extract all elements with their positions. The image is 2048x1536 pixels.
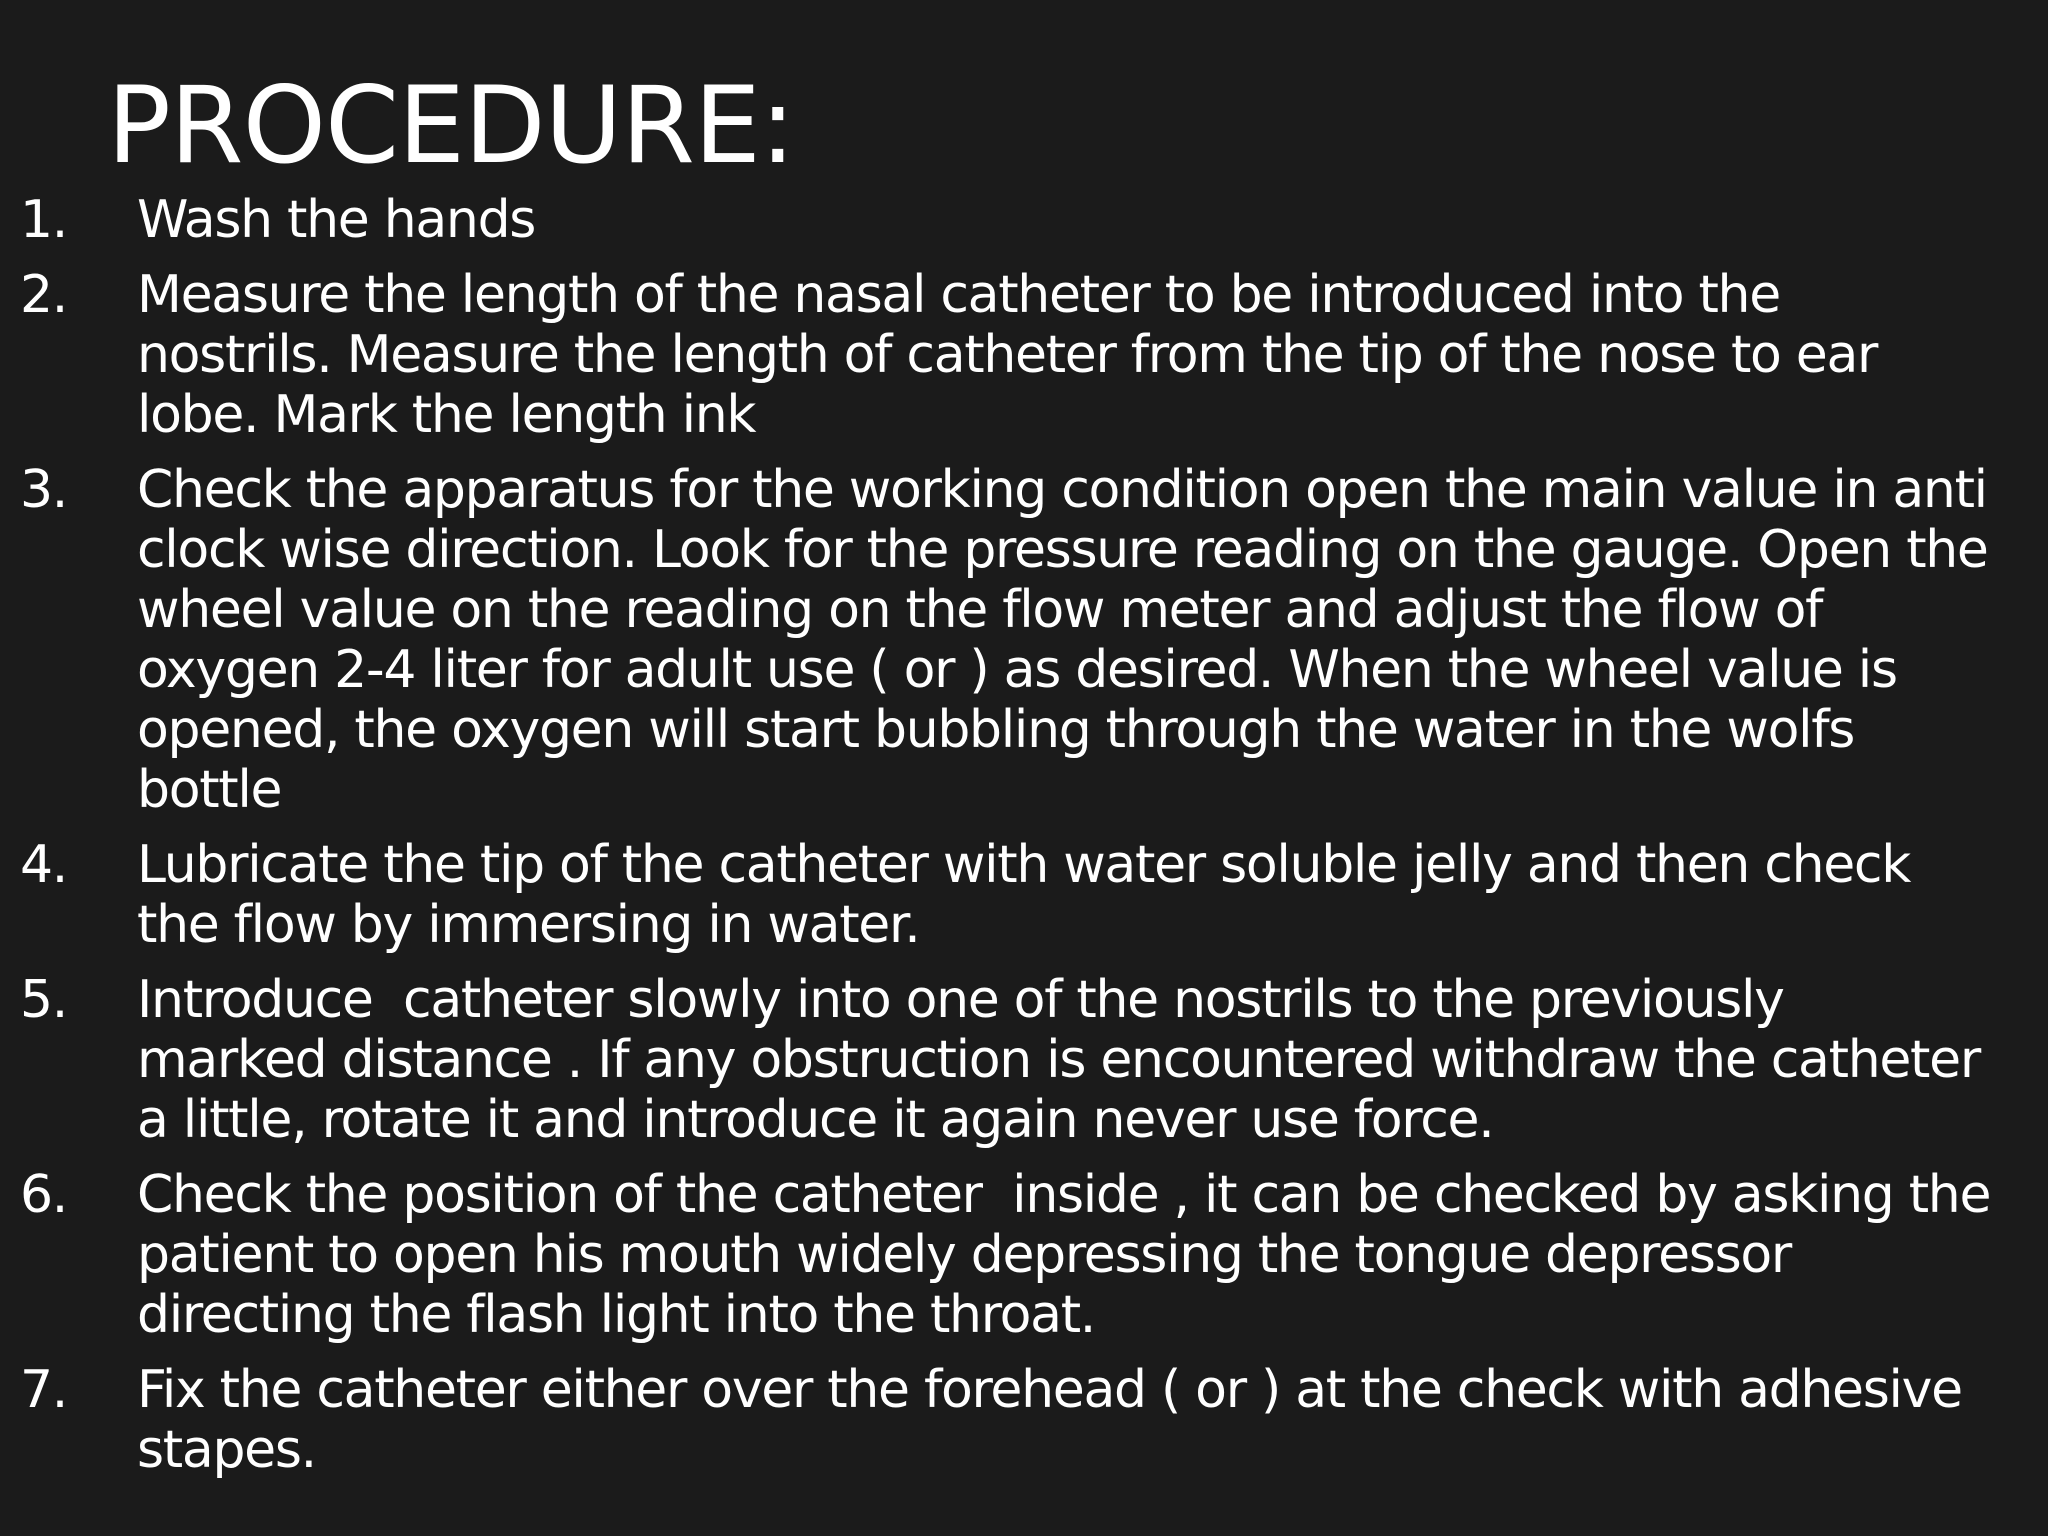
step-text-line: lobe. Mark the length ink: [137, 385, 756, 445]
step-text-line: Wash the hands: [137, 190, 536, 250]
step-text-line: stapes.: [137, 1420, 316, 1480]
step-text-line: Check the apparatus for the working condition open the main value in anti: [137, 460, 1987, 520]
step-text-line: Check the position of the catheter inside , it can be checked by asking the: [137, 1165, 1991, 1225]
slide-title: PROCEDURE:: [107, 64, 795, 187]
step-text-line: clock wise direction. Look for the pressure reading on the gauge. Open the: [137, 520, 1988, 580]
step-text-line: marked distance . If any obstruction is encountered withdraw the catheter: [137, 1030, 1980, 1090]
procedure-step: [0, 1165, 2037, 1345]
step-text-line: Lubricate the tip of the catheter with water soluble jelly and then check: [137, 835, 1911, 895]
step-text-line: directing the flash light into the throat.: [137, 1285, 1096, 1345]
procedure-step: [0, 835, 2037, 955]
procedure-step: [0, 1360, 2037, 1480]
step-text-line: the flow by immersing in water.: [137, 895, 920, 955]
step-number: 1.: [20, 190, 68, 250]
step-text-line: opened, the oxygen will start bubbling through the water in the wolfs: [137, 700, 1855, 760]
step-number: 3.: [20, 460, 68, 520]
step-text-line: oxygen 2-4 liter for adult use ( or ) as desired. When the wheel value is: [137, 640, 1897, 700]
step-number: 2.: [20, 265, 68, 325]
step-text-line: a little, rotate it and introduce it again never use force.: [137, 1090, 1494, 1150]
step-text-line: nostrils. Measure the length of catheter from the tip of the nose to ear: [137, 325, 1878, 385]
procedure-step: [0, 970, 2037, 1150]
step-text-line: patient to open his mouth widely depressing the tongue depressor: [137, 1225, 1791, 1285]
step-number: 6.: [20, 1165, 68, 1225]
procedure-steps-list: [0, 190, 2048, 1495]
step-text-line: Introduce catheter slowly into one of the nostrils to the previously: [137, 970, 1784, 1030]
step-text-line: wheel value on the reading on the flow meter and adjust the flow of: [137, 580, 1823, 640]
step-number: 5.: [20, 970, 68, 1030]
step-text-line: Measure the length of the nasal catheter to be introduced into the: [137, 265, 1780, 325]
step-number: 7.: [20, 1360, 68, 1420]
step-text-line: Fix the catheter either over the forehead ( or ) at the check with adhesive: [137, 1360, 1962, 1420]
procedure-step: [0, 190, 2037, 250]
procedure-step: [0, 265, 2037, 445]
step-number: 4.: [20, 835, 68, 895]
step-text-line: bottle: [137, 760, 282, 820]
procedure-step: [0, 460, 2037, 820]
